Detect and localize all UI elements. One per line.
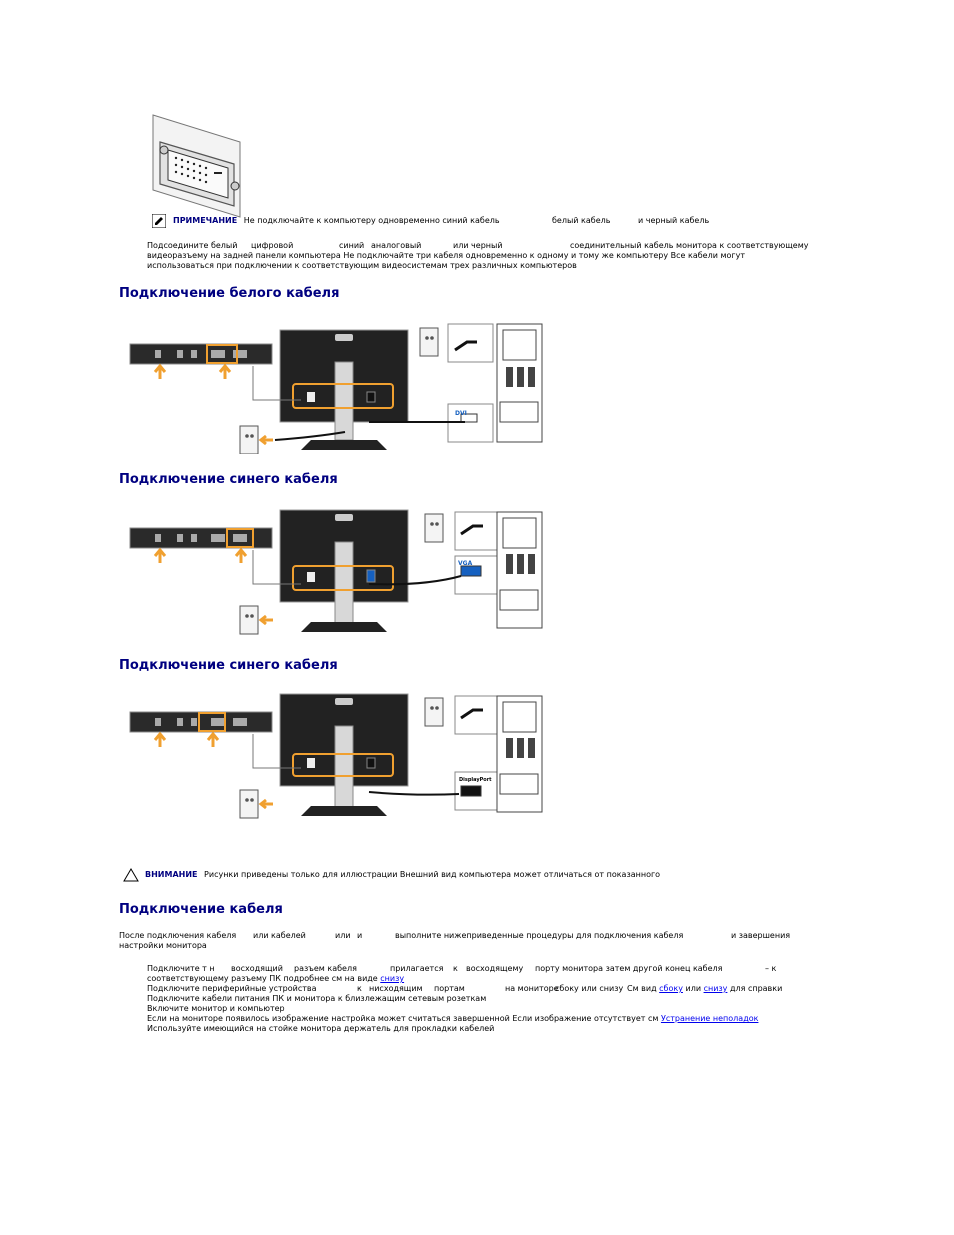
intro-line3: использоваться при подключении к соответствующим видеосистемам трех различных компьютеров bbox=[147, 261, 577, 270]
note-part3: и черный кабель bbox=[638, 216, 710, 225]
section-heading-blue-2: Подключение синего кабеля bbox=[119, 658, 338, 673]
step2-d: портам bbox=[434, 984, 465, 993]
caution-triangle-icon bbox=[123, 868, 139, 882]
intro-e: или черный bbox=[453, 241, 503, 250]
diagram-displayport-connection bbox=[125, 690, 545, 822]
step2-f: сбоку или снизу bbox=[555, 984, 624, 993]
caution-label: ВНИМАНИЕ bbox=[145, 870, 198, 879]
intro-b: цифровой bbox=[251, 241, 294, 250]
step1-line2-text: соответствующему разъему ПК подробнее см на виде bbox=[147, 974, 378, 983]
step1-g: порту монитора затем другой конец кабеля bbox=[535, 964, 723, 973]
dvi-connector-image bbox=[150, 112, 245, 220]
usb-intro-b: или кабелей bbox=[253, 931, 306, 940]
diagram-label-displayport: DisplayPort bbox=[459, 777, 492, 783]
step1-e: к bbox=[453, 964, 458, 973]
intro-f: соединительный кабель монитора к соответствующему bbox=[570, 241, 809, 250]
step2-i: для справки bbox=[729, 984, 783, 993]
step1-c: разъем кабеля bbox=[294, 964, 357, 973]
intro-a: Подсоедините белый bbox=[147, 241, 238, 250]
intro-d: аналоговый bbox=[371, 241, 422, 250]
step1-d: прилагается bbox=[390, 964, 444, 973]
section-heading-blue-1: Подключение синего кабеля bbox=[119, 472, 338, 487]
step1-b: восходящий bbox=[231, 964, 283, 973]
usb-intro-e: выполните нижеприведенные процедуры для подключения кабеля bbox=[395, 931, 684, 940]
bottom-view-link[interactable]: снизу bbox=[380, 974, 405, 983]
step1-h: – к bbox=[765, 964, 777, 973]
step6: Используйте имеющийся на стойке монитора держатель для прокладки кабелей bbox=[147, 1024, 495, 1033]
usb-intro-f: и завершения bbox=[731, 931, 791, 940]
intro-c: синий bbox=[339, 241, 365, 250]
step2-b: к bbox=[357, 984, 362, 993]
step1-line2 bbox=[147, 974, 404, 984]
step2-refs bbox=[627, 984, 782, 994]
usb-intro-c: или bbox=[335, 931, 351, 940]
step2-e: на мониторе bbox=[505, 984, 559, 993]
step3: Подключите кабели питания ПК и монитора к близлежащим сетевым розеткам bbox=[147, 994, 487, 1003]
step2-g: См вид bbox=[627, 984, 657, 993]
diagram-vga-connection bbox=[125, 506, 545, 638]
intro-line2: видеоразъему на задней панели компьютера Не подключайте три кабеля одновременно к одному и тому же компьютеру Все кабели могут bbox=[147, 251, 745, 260]
diagram-dvi-connection bbox=[125, 322, 545, 454]
step1-f: восходящему bbox=[466, 964, 524, 973]
note-pencil-icon bbox=[152, 214, 166, 228]
step2-a: Подключите периферийные устройства bbox=[147, 984, 317, 993]
note-text: Не подключайте к компьютеру одновременно синий кабель bbox=[243, 216, 500, 225]
step2-h: или bbox=[685, 984, 702, 993]
side-view-link[interactable]: сбоку bbox=[659, 984, 683, 993]
troubleshooting-link[interactable]: Устранение неполадок bbox=[660, 1014, 759, 1023]
step4: Включите монитор и компьютер bbox=[147, 1004, 285, 1013]
step1-a: Подключите т н bbox=[147, 964, 215, 973]
caution-line bbox=[145, 870, 660, 880]
note-part2: белый кабель bbox=[552, 216, 611, 225]
usb-intro-d: и bbox=[357, 931, 363, 940]
diagram-label-dvi: DVI bbox=[455, 410, 467, 417]
usb-intro-a: После подключения кабеля bbox=[119, 931, 237, 940]
diagram-label-vga: VGA bbox=[458, 560, 473, 567]
note-label: ПРИМЕЧАНИЕ bbox=[173, 216, 238, 225]
step5 bbox=[147, 1014, 758, 1024]
bottom-view-link-2[interactable]: снизу bbox=[703, 984, 728, 993]
caution-text: Рисунки приведены только для иллюстрации Внешний вид компьютера может отличаться от показанного bbox=[204, 870, 661, 879]
step5-text: Если на мониторе появилось изображение настройка может считаться завершенной Если изображение отсутствует см bbox=[147, 1014, 659, 1023]
note-line bbox=[173, 216, 500, 226]
step2-c: нисходящим bbox=[369, 984, 423, 993]
section-heading-white: Подключение белого кабеля bbox=[119, 286, 340, 301]
section-heading-usb: Подключение кабеля bbox=[119, 902, 283, 917]
usb-intro-line2: настройки монитора bbox=[119, 941, 207, 950]
